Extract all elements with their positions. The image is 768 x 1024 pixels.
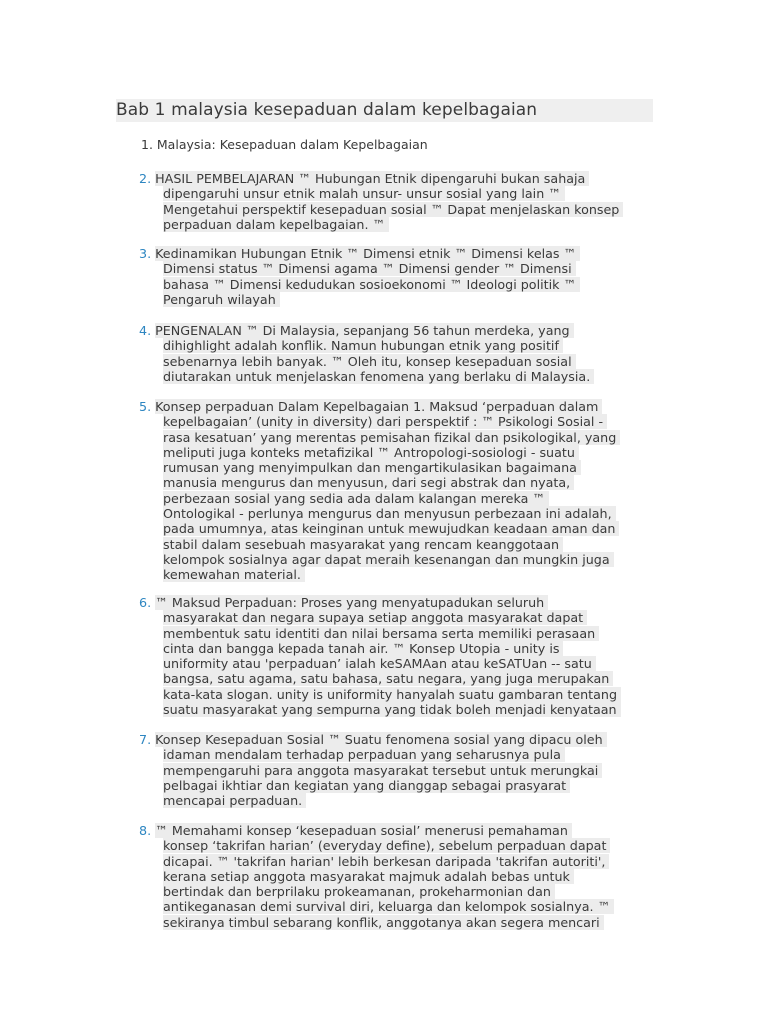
list-item-line [139,626,659,641]
list-item-line [139,430,659,445]
list-item-text: Mengetahui perspektif kesepaduan sosial ™ Dapat menjelaskan konsep [163,202,623,217]
list-item-line [139,277,659,292]
list-item-text: Pengaruh wilayah [163,292,280,307]
list-item-text: kata-kata slogan. unity is uniformity hanyalah suatu gambaran tentang [163,687,621,702]
list-item [139,399,659,583]
list-item-line [139,552,659,567]
list-item-text: perpaduan dalam kepelbagaian. ™ [163,217,389,232]
list-item-line [139,292,659,307]
list-item-line [139,369,659,384]
list-item-line [139,915,659,930]
list-item-line [139,399,659,414]
list-item-number: 8. [139,823,152,838]
list-item-line [139,491,659,506]
list-item-line [139,217,659,232]
list-item-text: manusia mengurus dan menyusun, dari segi abstrak dan nyata, [163,475,574,490]
list-item-text: rumusan yang menyimpulkan dan mengartikulasikan bagaimana [163,460,581,475]
list-item-text: rasa kesatuan’ yang merentas pemisahan fizikal dan psikologikal, yang [163,430,620,445]
list-item-line [139,610,659,625]
list-item-line [139,171,659,186]
list-item-number: 3. [139,246,152,261]
list-item-number: 5. [139,399,152,414]
list-item-line [139,261,659,276]
list-item-line [139,671,659,686]
list-item-number: 6. [139,595,152,610]
list-item-line [139,460,659,475]
list-item-number: 4. [139,323,152,338]
list-item-text: stabil dalam sesebuah masyarakat yang rencam keanggotaan [163,537,563,552]
list-item-text: sebenarnya lebih banyak. ™ Oleh itu, konsep kesepaduan sosial [163,354,576,369]
list-item-line [139,246,659,261]
list-item-line [139,414,659,429]
list-item-line [139,884,659,899]
list-item-text: perbezaan sosial yang sedia ada dalam kalangan mereka ™ [163,491,549,506]
list-item-text: bahasa ™ Dimensi kedudukan sosioekonomi ™ Ideologi politik ™ [163,277,580,292]
list-item-text: idaman mendalam terhadap perpaduan yang seharusnya pula [163,747,565,762]
list-item-line [139,595,659,610]
list-item-line [139,823,659,838]
list-item-text: kepelbagaian’ (unity in diversity) dari perspektif : ™ Psikologi Sosial - [163,414,607,429]
list-item-text: masyarakat dan negara supaya setiap anggota masyarakat dapat [163,610,587,625]
list-item-line [139,763,659,778]
list-item-text: ™ Memahami konsep ‘kesepaduan sosial’ menerusi pemahaman [155,823,572,838]
list-item-number: 7. [139,732,152,747]
list-item-line [139,475,659,490]
list-item-text: dipengaruhi unsur etnik malah unsur- unsur sosial yang lain ™ [163,186,565,201]
list-item-text: ™ Maksud Perpaduan: Proses yang menyatupadukan seluruh [155,595,548,610]
list-item [139,595,659,717]
list-item-text: pada umumnya, atas keinginan untuk mewujudkan keadaan aman dan [163,521,619,536]
list-item-line [139,338,659,353]
list-item-text: kemewahan material. [163,567,305,582]
list-item-line [139,778,659,793]
list-item-text: HASIL PEMBELAJARAN ™ Hubungan Etnik dipengaruhi bukan sahaja [155,171,589,186]
list-item-text: mencapai perpaduan. [163,793,306,808]
list-item-text: Dimensi status ™ Dimensi agama ™ Dimensi gender ™ Dimensi [163,261,576,276]
list-item [139,323,659,384]
list-item-text: diutarakan untuk menjelaskan fenomena yang berlaku di Malaysia. [163,369,594,384]
document-title: Bab 1 malaysia kesepaduan dalam kepelbagaian [116,99,653,122]
list-item-line [139,869,659,884]
list-item-text: bangsa, satu agama, satu bahasa, satu negara, yang juga merupakan [163,671,613,686]
list-item-text: antikeganasan demi survival diri, keluarga dan kelompok sosialnya. ™ [163,899,614,914]
intro-line: 1. Malaysia: Kesepaduan dalam Kepelbagaian [141,137,428,152]
list-item-line [139,793,659,808]
list-item-text: mempengaruhi para anggota masyarakat tersebut untuk merungkai [163,763,602,778]
list-item-line [139,506,659,521]
list-item-line [139,186,659,201]
list-item-text: kerana setiap anggota masyarakat majmuk adalah bebas untuk [163,869,574,884]
list-item-line [139,323,659,338]
list-item [139,171,659,232]
list-item-line [139,687,659,702]
list-item-line [139,732,659,747]
list-item-text: kelompok sosialnya agar dapat meraih kesenangan dan mungkin juga [163,552,614,567]
list-item-text: Konsep perpaduan Dalam Kepelbagaian 1. Maksud ‘perpaduan dalam [155,399,602,414]
list-item-line [139,567,659,582]
list-item-text: dicapai. ™ 'takrifan harian' lebih berkesan daripada 'takrifan autoriti', [163,854,609,869]
list-item-text: dihighlight adalah konflik. Namun hubungan etnik yang positif [163,338,563,353]
list-item-line [139,641,659,656]
list-item-text: bertindak dan berprilaku prokeamanan, prokeharmonian dan [163,884,555,899]
list-item-line [139,854,659,869]
list-item-text: uniformity atau 'perpaduan’ ialah keSAMAan atau keSATUan -- satu [163,656,596,671]
list-item-text: Kedinamikan Hubungan Etnik ™ Dimensi etnik ™ Dimensi kelas ™ [155,246,580,261]
list-item-line [139,656,659,671]
list-item [139,823,659,930]
list-item-line [139,445,659,460]
list-item-line [139,354,659,369]
list-item-line [139,537,659,552]
list-item-text: Ontologikal - perlunya mengurus dan menyusun perbezaan ini adalah, [163,506,616,521]
list-item-number: 2. [139,171,152,186]
list-item-line [139,521,659,536]
list-item-text: cinta dan bangga kepada tanah air. ™ Konsep Utopia - unity is [163,641,563,656]
list-item-text: PENGENALAN ™ Di Malaysia, sepanjang 56 tahun merdeka, yang [155,323,573,338]
list-item-text: membentuk satu identiti dan nilai bersama serta memiliki perasaan [163,626,599,641]
list-item-line [139,838,659,853]
list-item-text: suatu masyarakat yang sempurna yang tidak boleh menjadi kenyataan [163,702,621,717]
list-item-line [139,747,659,762]
list-item-text: pelbagai ikhtiar dan kegiatan yang dianggap sebagai prasyarat [163,778,570,793]
list-item-text: konsep ‘takrifan harian’ (everyday define), sebelum perpaduan dapat [163,838,610,853]
list-item [139,732,659,808]
list-item-text: meliputi juga konteks metafizikal ™ Antropologi-sosiologi - suatu [163,445,579,460]
list-item [139,246,659,307]
list-item-line [139,702,659,717]
list-item-text: Konsep Kesepaduan Sosial ™ Suatu fenomena sosial yang dipacu oleh [155,732,607,747]
list-item-line [139,202,659,217]
list-item-text: sekiranya timbul sebarang konflik, anggotanya akan segera mencari [163,915,604,930]
list-item-line [139,899,659,914]
